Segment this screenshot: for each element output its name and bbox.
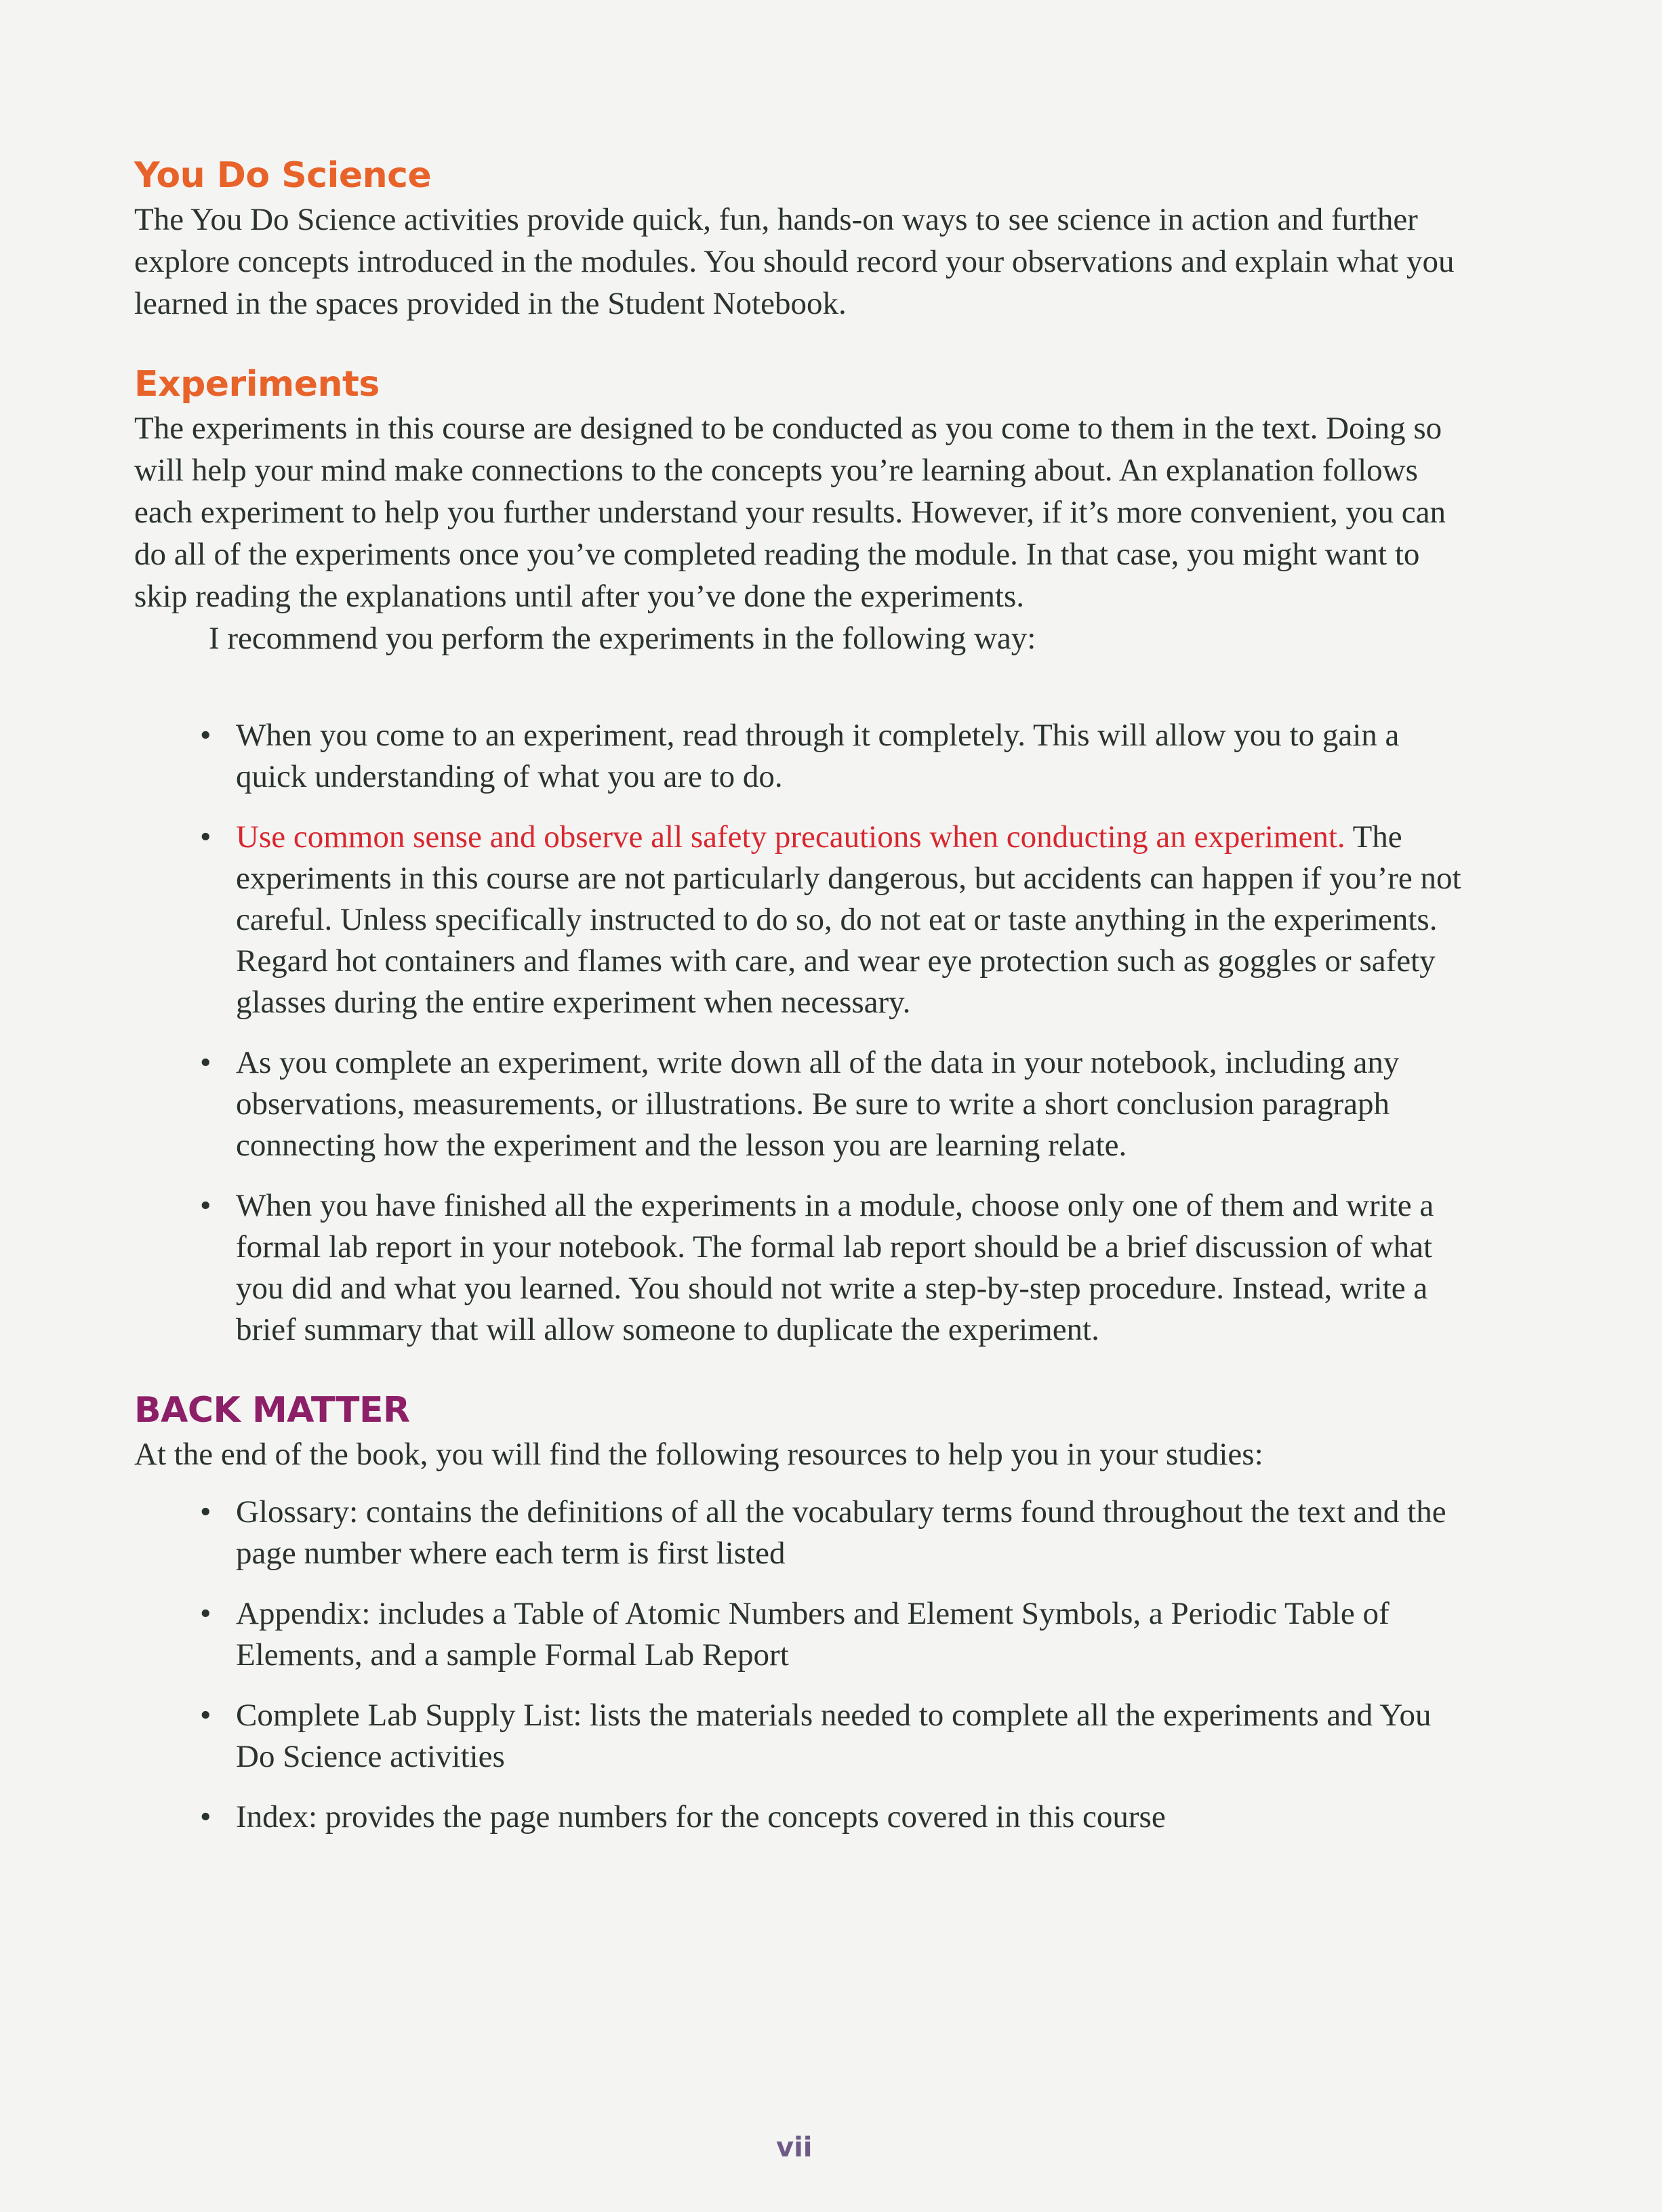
- list-item: [134, 1593, 1463, 1676]
- section-back-matter: [134, 1387, 1463, 1838]
- heading-back-matter: BACK MATTER: [134, 1390, 410, 1431]
- paragraph-you-do-science: The You Do Science activities provide quick, fun, hands-on ways to see science in action and further explore concepts introduced in the modules. You should record your observations and explain what you learned in the spaces provided in the Student Notebook.: [134, 202, 1455, 321]
- heading-experiments: Experiments: [134, 364, 380, 405]
- list-item: [134, 1695, 1463, 1778]
- list-item-text: When you have finished all the experiments in a module, choose only one of them and write a formal lab report in your notebook. The formal lab report should be a brief discussion of what you did and what you learned. You should not write a step-by-step procedure. Instead, write a brief summary that will allow someone to duplicate the experiment.: [236, 1188, 1434, 1347]
- list-item: [134, 1797, 1463, 1838]
- list-item-text: Glossary: contains the definitions of all the vocabulary terms found throughout the text and the page number where each term is first listed: [236, 1494, 1446, 1571]
- list-item-text: Complete Lab Supply List: lists the materials needed to complete all the experiments and You Do Science activities: [236, 1698, 1432, 1774]
- list-item: [134, 715, 1463, 798]
- page-number: vii: [776, 2132, 813, 2163]
- list-item-text: As you complete an experiment, write down all of the data in your notebook, including any observations, measurements, or illustrations. Be sure to write a short conclusion paragraph connecting how the experiment and the lesson you are learning relate.: [236, 1045, 1400, 1163]
- list-item-text: The experiments in this course are not particularly dangerous, but accidents can happen if you’re not careful. Unless specifically instructed to do so, do not eat or taste anything in the experiments. Regard hot containers and flames with care, and wear eye protection such as goggles or safety glasses during the entire experiment when necessary.: [236, 819, 1461, 1020]
- heading-you-do-science: You Do Science: [134, 155, 432, 196]
- bullet-icon: •: [200, 1494, 211, 1530]
- paragraph-back-matter-intro: At the end of the book, you will find the following resources to help you in your studies:: [134, 1437, 1263, 1472]
- experiment-steps-list: [134, 715, 1463, 1351]
- bullet-icon: •: [200, 819, 211, 855]
- bullet-icon: •: [200, 718, 211, 753]
- list-item-text: When you come to an experiment, read through it completely. This will allow you to gain a quick understanding of what you are to do.: [236, 718, 1400, 794]
- back-matter-list: [134, 1492, 1463, 1838]
- section-you-do-science: [134, 152, 1463, 325]
- list-item: [134, 817, 1463, 1023]
- section-experiments: [134, 361, 1463, 1351]
- bullet-icon: •: [200, 1698, 211, 1733]
- list-item: [134, 1492, 1463, 1574]
- safety-warning-text: Use common sense and observe all safety precautions when conducting an experiment.: [236, 819, 1353, 855]
- list-item: [134, 1185, 1463, 1351]
- list-item-text: Index: provides the page numbers for the concepts covered in this course: [236, 1799, 1166, 1835]
- bullet-icon: •: [200, 1596, 211, 1631]
- list-item: [134, 1042, 1463, 1166]
- paragraph-experiments: The experiments in this course are designed to be conducted as you come to them in the text. Doing so will help your mind make connections to the concepts you’re learning about. An explanation follows each experiment to help you further understand your results. However, if it’s more convenient, you can do all of the experiments once you’ve completed reading the module. In that case, you might want to skip reading the explanations until after you’ve done the experiments.: [134, 411, 1446, 614]
- bullet-icon: •: [200, 1188, 211, 1223]
- bullet-icon: •: [200, 1045, 211, 1080]
- page-content: [134, 152, 1463, 1857]
- list-item-text: Appendix: includes a Table of Atomic Numbers and Element Symbols, a Periodic Table of Elements, and a sample Formal Lab Report: [236, 1596, 1390, 1673]
- bullet-icon: •: [200, 1799, 211, 1835]
- paragraph-recommend: I recommend you perform the experiments in the following way:: [209, 621, 1036, 656]
